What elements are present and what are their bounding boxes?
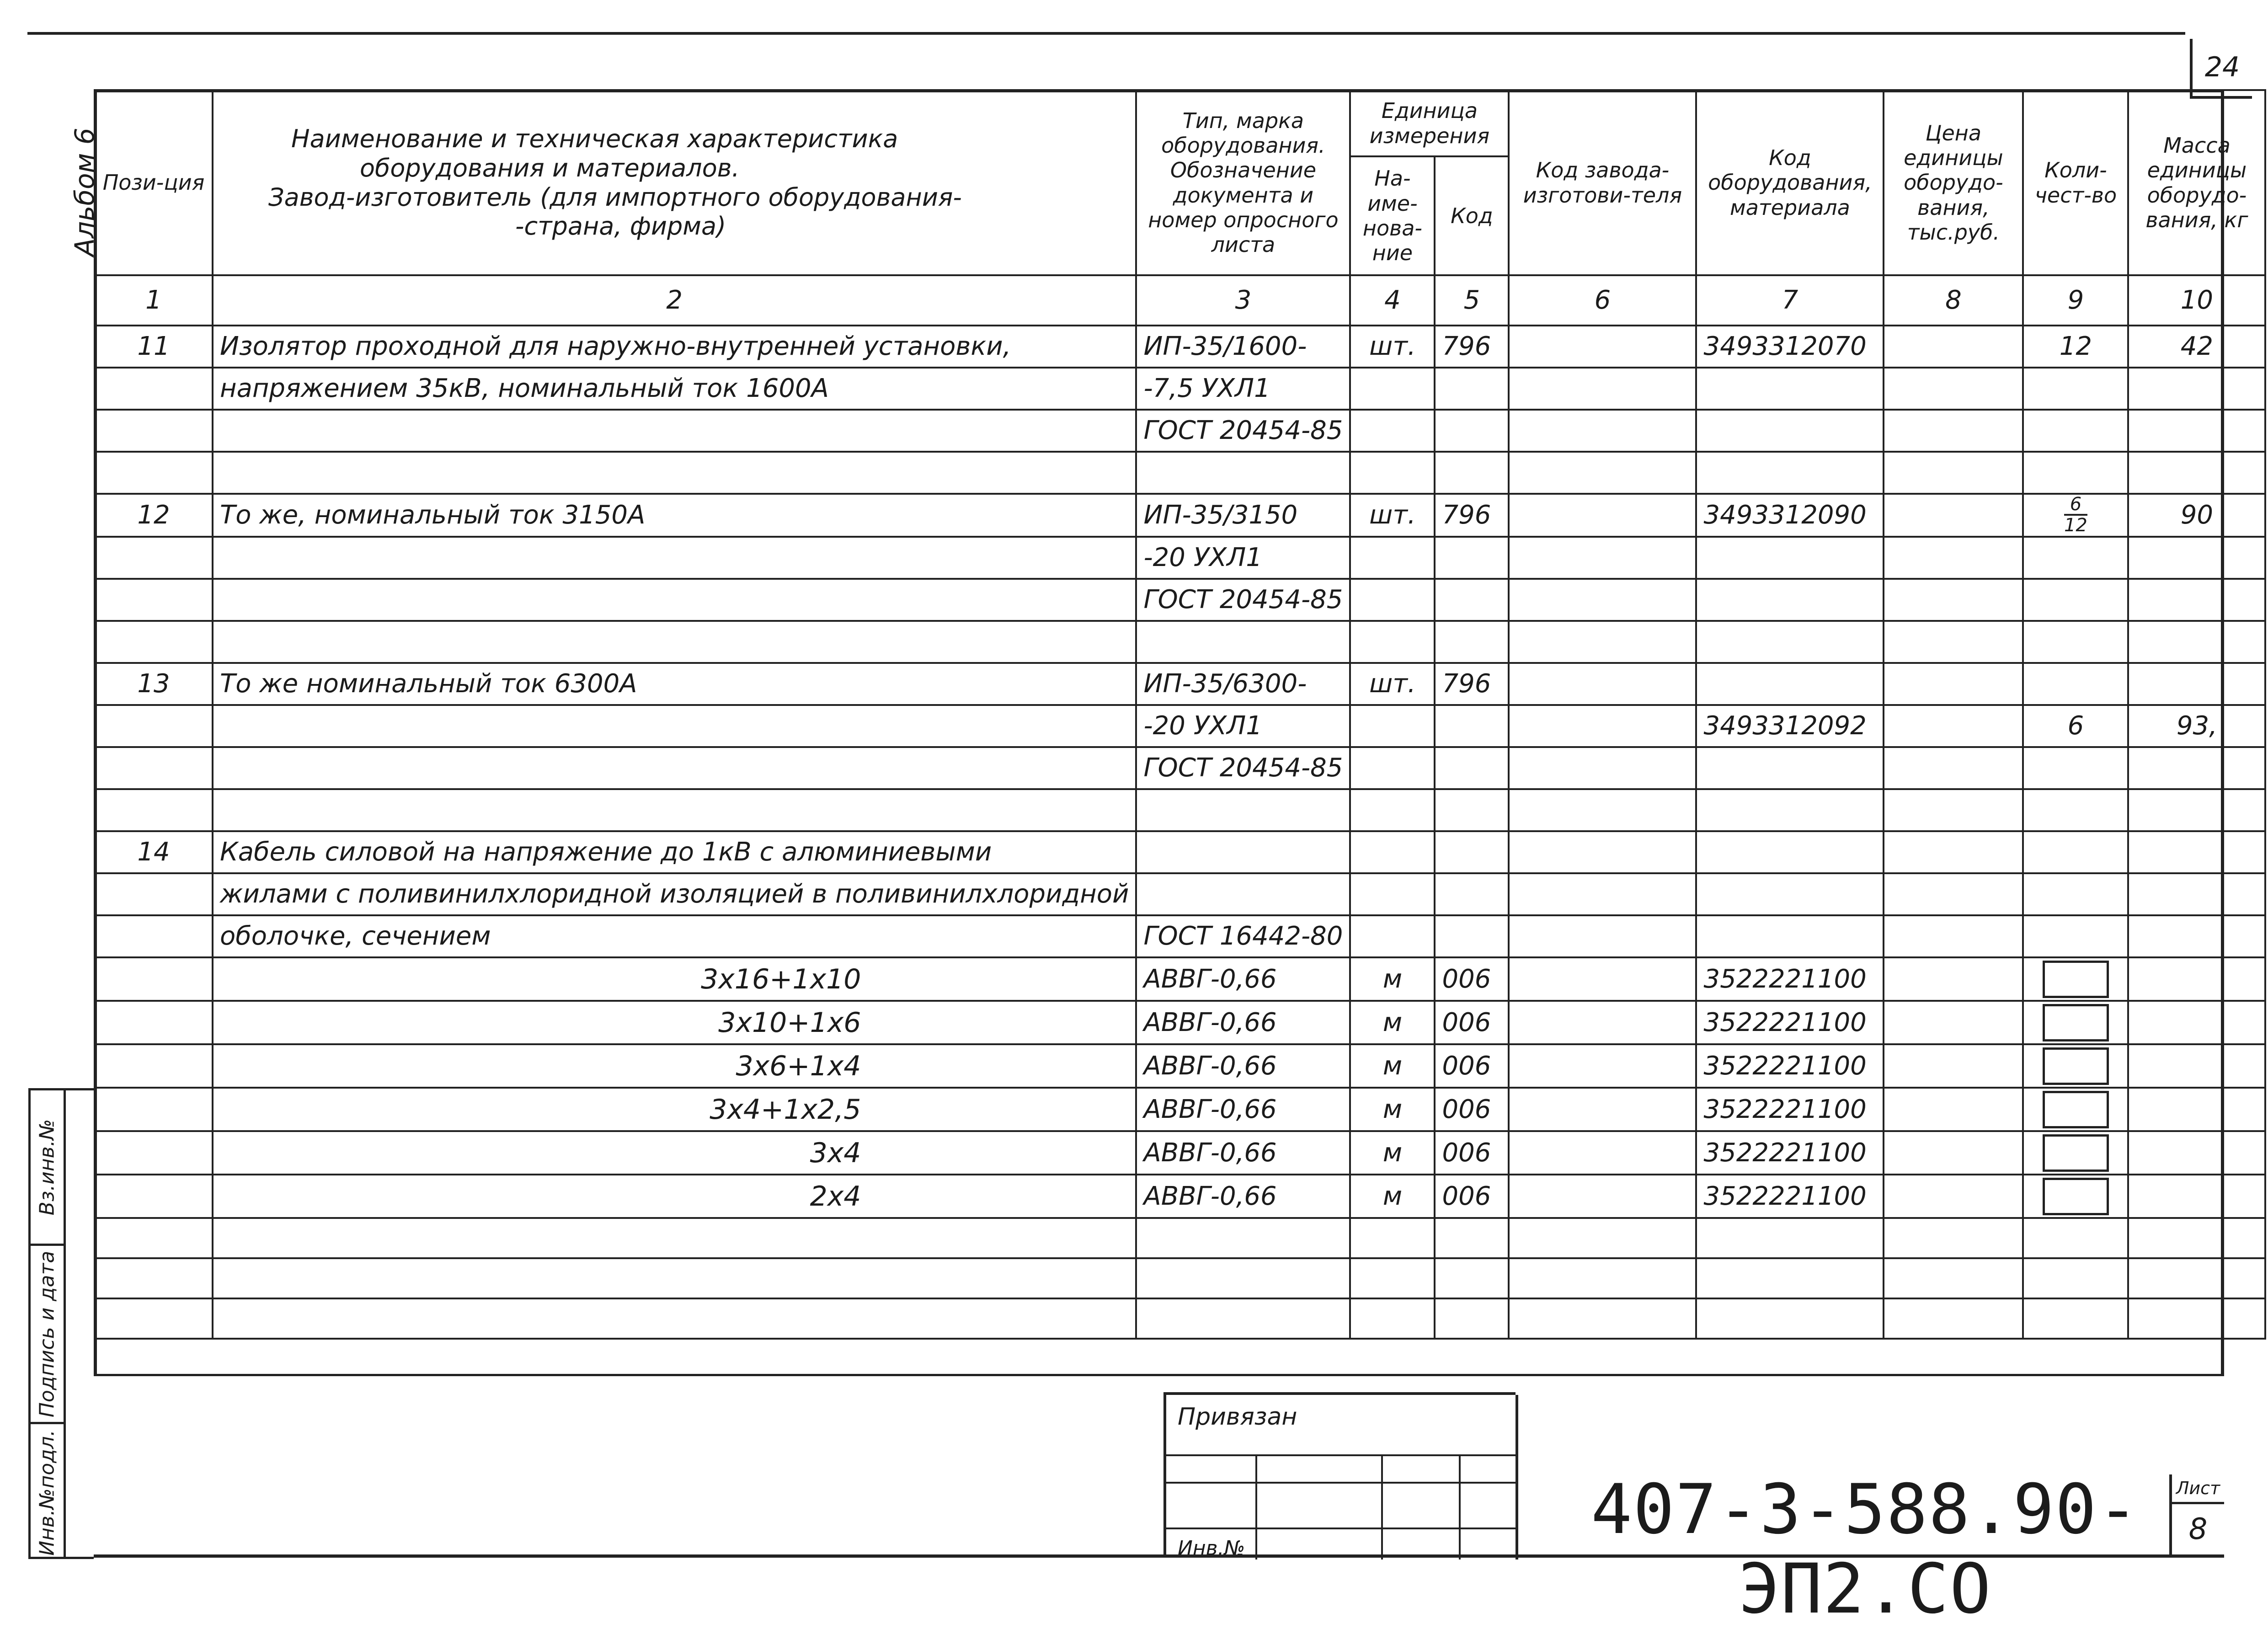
table-row xyxy=(95,789,2265,831)
cell-factory xyxy=(1509,621,1696,663)
cell-material xyxy=(1696,579,1884,621)
cell-pos xyxy=(95,705,213,747)
cell-qty xyxy=(2023,368,2128,410)
cell-qty xyxy=(2023,957,2128,1001)
side-stamp-cell-orig xyxy=(31,1424,64,1561)
cell-code: 006 xyxy=(1435,1044,1509,1088)
cell-price xyxy=(1884,1131,2023,1175)
header-name-line3: Завод-изготовитель (для импортного оборудования- xyxy=(268,182,962,212)
cell-mass xyxy=(2128,368,2265,410)
cell-price xyxy=(1884,410,2023,452)
cell-unit: м xyxy=(1350,1131,1435,1175)
header-name-line4: -страна, фирма) xyxy=(515,212,726,241)
header-name-line1: Наименование и техническая характеристика xyxy=(291,124,898,154)
qty-denominator: 12 xyxy=(2064,515,2087,536)
table-row xyxy=(95,579,2265,621)
cell-pos: 12 xyxy=(95,494,213,537)
cell-type xyxy=(1136,831,1350,873)
cell-price xyxy=(1884,1175,2023,1218)
cell-material xyxy=(1696,368,1884,410)
side-stamp-divider xyxy=(64,1090,66,1557)
cell-mass: 42 xyxy=(2128,326,2265,368)
cell-factory xyxy=(1509,789,1696,831)
privyazan-hline xyxy=(1166,1454,1518,1456)
sheet-number: 8 xyxy=(2188,1512,2208,1546)
side-stamp-inv-dup: Вз.инв.№ xyxy=(35,1119,59,1215)
cell-mass xyxy=(2128,579,2265,621)
cell-code xyxy=(1435,789,1509,831)
side-stamp-cell-dup xyxy=(31,1090,64,1246)
table-row xyxy=(95,1175,2265,1218)
header-name-line2: оборудования и материалов. xyxy=(360,153,740,182)
header-position: Пози-ция xyxy=(95,90,213,275)
cell-price xyxy=(1884,326,2023,368)
cell-price xyxy=(1884,1088,2023,1131)
header-type: Тип, марка оборудования. Обозначение документа и номер опросного листа xyxy=(1136,90,1350,275)
cell-unit: шт. xyxy=(1350,663,1435,705)
cell-type: ГОСТ 20454-85 xyxy=(1136,579,1350,621)
qty-blank-box xyxy=(2043,1178,2109,1215)
cell-material xyxy=(1696,747,1884,789)
header-quantity: Коли-чест-во xyxy=(2023,90,2128,275)
table-row-empty xyxy=(95,1258,2265,1298)
table-row xyxy=(95,494,2265,537)
privyazan-vline xyxy=(1255,1454,1257,1560)
cell-qty xyxy=(2023,579,2128,621)
colnum-3: 3 xyxy=(1136,275,1350,326)
cell-factory xyxy=(1509,1131,1696,1175)
side-stamp xyxy=(28,1088,94,1559)
cell-qty xyxy=(2023,1001,2128,1044)
cell-material xyxy=(1696,831,1884,873)
album-label: Альбом 6 xyxy=(69,128,100,256)
cell-mass xyxy=(2128,537,2265,579)
cell-factory xyxy=(1509,1044,1696,1088)
table-row xyxy=(95,621,2265,663)
table-row xyxy=(95,1044,2265,1088)
cell-pos: 11 xyxy=(95,326,213,368)
table-row xyxy=(95,831,2265,873)
cell-material xyxy=(1696,452,1884,494)
cell-type xyxy=(1136,789,1350,831)
cell-factory xyxy=(1509,1088,1696,1131)
cell-price xyxy=(1884,789,2023,831)
cell-mass xyxy=(2128,873,2265,915)
cell-code: 796 xyxy=(1435,494,1509,537)
cell-factory xyxy=(1509,957,1696,1001)
table-row-empty xyxy=(95,1218,2265,1258)
cell-section: 3x10+1x6 xyxy=(213,1001,1136,1044)
privyazan-right-border xyxy=(1516,1395,1518,1560)
cell-name: Изолятор проходной для наружно-внутренней установки, xyxy=(213,326,1136,368)
cell-unit xyxy=(1350,915,1435,957)
cell-name xyxy=(213,789,1136,831)
cell-price xyxy=(1884,452,2023,494)
header-factory-code: Код завода-изготови-теля xyxy=(1509,90,1696,275)
cell-code: 796 xyxy=(1435,663,1509,705)
cell-code xyxy=(1435,873,1509,915)
cell-qty xyxy=(2023,537,2128,579)
header-mass: Масса единицы оборудо-вания, кг xyxy=(2128,90,2265,275)
cell-pos xyxy=(95,410,213,452)
cell-qty xyxy=(2023,915,2128,957)
cell-mass xyxy=(2128,957,2265,1001)
cell-type: АВВГ-0,66 xyxy=(1136,1131,1350,1175)
cell-pos xyxy=(95,1175,213,1218)
cell-mass xyxy=(2128,1044,2265,1088)
cell-price xyxy=(1884,494,2023,537)
cell-material: 3522221100 xyxy=(1696,1175,1884,1218)
cell-material xyxy=(1696,915,1884,957)
cell-material: 3522221100 xyxy=(1696,1001,1884,1044)
table-row xyxy=(95,326,2265,368)
table-row xyxy=(95,410,2265,452)
cell-qty xyxy=(2023,621,2128,663)
cell-material: 3522221100 xyxy=(1696,957,1884,1001)
table-row xyxy=(95,705,2265,747)
cell-pos xyxy=(95,957,213,1001)
table-row xyxy=(95,537,2265,579)
cell-name xyxy=(213,621,1136,663)
cell-price xyxy=(1884,621,2023,663)
colnum-4: 4 xyxy=(1350,275,1435,326)
cell-type: ИП-35/6300- xyxy=(1136,663,1350,705)
cell-type: АВВГ-0,66 xyxy=(1136,1044,1350,1088)
cell-section: 2x4 xyxy=(213,1175,1136,1218)
cell-price xyxy=(1884,1044,2023,1088)
cell-unit xyxy=(1350,621,1435,663)
cell-code xyxy=(1435,915,1509,957)
table-row xyxy=(95,452,2265,494)
cell-price xyxy=(1884,747,2023,789)
colnum-1: 1 xyxy=(95,275,213,326)
cell-material xyxy=(1696,621,1884,663)
table-row xyxy=(95,368,2265,410)
cell-name xyxy=(213,537,1136,579)
cell-factory xyxy=(1509,1001,1696,1044)
cell-unit xyxy=(1350,789,1435,831)
cell-type: АВВГ-0,66 xyxy=(1136,1001,1350,1044)
cell-qty xyxy=(2023,663,2128,705)
cell-section: 3x4+1x2,5 xyxy=(213,1088,1136,1131)
cell-name xyxy=(213,747,1136,789)
cell-mass xyxy=(2128,452,2265,494)
cell-code xyxy=(1435,705,1509,747)
top-border-line xyxy=(27,32,2185,35)
cell-price xyxy=(1884,579,2023,621)
inventory-number-label: Инв.№ xyxy=(1178,1537,1245,1560)
table-row xyxy=(95,873,2265,915)
table-row xyxy=(95,957,2265,1001)
cell-pos xyxy=(95,579,213,621)
cell-pos xyxy=(95,789,213,831)
qty-blank-box xyxy=(2043,1004,2109,1041)
cell-mass xyxy=(2128,621,2265,663)
cell-qty xyxy=(2023,494,2128,537)
cell-factory xyxy=(1509,705,1696,747)
cell-type xyxy=(1136,452,1350,494)
cell-unit: м xyxy=(1350,1175,1435,1218)
cell-qty xyxy=(2023,747,2128,789)
cell-qty xyxy=(2023,873,2128,915)
cell-name xyxy=(213,452,1136,494)
cell-name: То же номинальный ток 6300А xyxy=(213,663,1136,705)
cell-unit: шт. xyxy=(1350,494,1435,537)
table-row xyxy=(95,1088,2265,1131)
cell-unit xyxy=(1350,831,1435,873)
qty-numerator: 6 xyxy=(2064,495,2087,516)
cell-code: 006 xyxy=(1435,1175,1509,1218)
cell-code: 006 xyxy=(1435,1131,1509,1175)
cell-unit: м xyxy=(1350,1044,1435,1088)
cell-mass xyxy=(2128,789,2265,831)
cell-material xyxy=(1696,537,1884,579)
cell-qty xyxy=(2023,1175,2128,1218)
cell-factory xyxy=(1509,494,1696,537)
colnum-10: 10 xyxy=(2128,275,2265,326)
cell-material xyxy=(1696,410,1884,452)
cell-type: АВВГ-0,66 xyxy=(1136,1175,1350,1218)
cell-price xyxy=(1884,915,2023,957)
cell-factory xyxy=(1509,410,1696,452)
cell-pos xyxy=(95,368,213,410)
cell-code xyxy=(1435,747,1509,789)
cell-price xyxy=(1884,368,2023,410)
cell-pos xyxy=(95,452,213,494)
cell-price xyxy=(1884,705,2023,747)
cell-mass xyxy=(2128,747,2265,789)
side-stamp-inv-orig: Инв.№подл. xyxy=(35,1430,59,1556)
cell-qty: 6 xyxy=(2023,705,2128,747)
bottom-border-line xyxy=(94,1554,2224,1558)
side-stamp-cell-sign xyxy=(31,1246,64,1424)
cell-code xyxy=(1435,537,1509,579)
cell-unit xyxy=(1350,747,1435,789)
header-row xyxy=(95,90,2265,156)
cell-mass xyxy=(2128,1001,2265,1044)
cell-type: -7,5 УХЛ1 xyxy=(1136,368,1350,410)
colnum-7: 7 xyxy=(1696,275,1884,326)
page-number: 24 xyxy=(2204,51,2240,83)
cell-unit xyxy=(1350,368,1435,410)
cell-name: То же, номинальный ток 3150А xyxy=(213,494,1136,537)
cell-pos: 14 xyxy=(95,831,213,873)
cell-mass: 93, xyxy=(2128,705,2265,747)
cell-unit xyxy=(1350,705,1435,747)
table-row xyxy=(95,1001,2265,1044)
header-price: Цена единицы оборудо-вания, тыс.руб. xyxy=(1884,90,2023,275)
cell-unit: м xyxy=(1350,1001,1435,1044)
cell-qty xyxy=(2023,1131,2128,1175)
cell-code xyxy=(1435,368,1509,410)
cell-material: 3522221100 xyxy=(1696,1044,1884,1088)
colnum-5: 5 xyxy=(1435,275,1509,326)
cell-qty xyxy=(2023,410,2128,452)
cell-material: 3522221100 xyxy=(1696,1131,1884,1175)
cell-code xyxy=(1435,579,1509,621)
colnum-9: 9 xyxy=(2023,275,2128,326)
cell-mass xyxy=(2128,1131,2265,1175)
cell-factory xyxy=(1509,873,1696,915)
table-row xyxy=(95,663,2265,705)
cell-pos xyxy=(95,1131,213,1175)
header-material-code: Код оборудования, материала xyxy=(1696,90,1884,275)
qty-blank-box xyxy=(2043,1091,2109,1128)
cell-type: ГОСТ 20454-85 xyxy=(1136,747,1350,789)
cell-material xyxy=(1696,789,1884,831)
side-stamp-sign-date: Подпись и дата xyxy=(35,1250,59,1417)
cell-factory xyxy=(1509,831,1696,873)
cell-factory xyxy=(1509,326,1696,368)
privyazan-hline xyxy=(1166,1528,1518,1529)
colnum-8: 8 xyxy=(1884,275,2023,326)
cell-code: 006 xyxy=(1435,1001,1509,1044)
cell-name: оболочке, сечением xyxy=(213,915,1136,957)
sheet-box xyxy=(2169,1474,2224,1554)
cell-pos xyxy=(95,1088,213,1131)
cell-unit: м xyxy=(1350,957,1435,1001)
qty-blank-box xyxy=(2043,1047,2109,1085)
cell-qty xyxy=(2023,1088,2128,1131)
cell-material: 3493312090 xyxy=(1696,494,1884,537)
cell-type xyxy=(1136,621,1350,663)
cell-code xyxy=(1435,621,1509,663)
cell-mass xyxy=(2128,663,2265,705)
cell-factory xyxy=(1509,663,1696,705)
cell-qty xyxy=(2023,1044,2128,1088)
cell-pos xyxy=(95,621,213,663)
cell-mass xyxy=(2128,831,2265,873)
header-unit-group: Единица измерения xyxy=(1350,90,1509,156)
cell-type: ГОСТ 16442-80 xyxy=(1136,915,1350,957)
cell-code: 006 xyxy=(1435,1088,1509,1131)
cell-pos xyxy=(95,873,213,915)
header-unit-code: Код xyxy=(1435,156,1509,275)
cell-name: жилами с поливинилхлоридной изоляцией в поливинилхлоридной xyxy=(213,873,1136,915)
cell-type: ИП-35/1600- xyxy=(1136,326,1350,368)
cell-unit: м xyxy=(1350,1088,1435,1131)
cell-pos xyxy=(95,915,213,957)
cell-factory xyxy=(1509,915,1696,957)
cell-pos xyxy=(95,1001,213,1044)
table-row xyxy=(95,915,2265,957)
cell-price xyxy=(1884,831,2023,873)
cell-price xyxy=(1884,873,2023,915)
cell-unit xyxy=(1350,579,1435,621)
cell-name xyxy=(213,579,1136,621)
cell-pos xyxy=(95,1044,213,1088)
cell-factory xyxy=(1509,579,1696,621)
cell-qty xyxy=(2023,831,2128,873)
cell-factory xyxy=(1509,1175,1696,1218)
header-unit-name: На-име-нова-ние xyxy=(1350,156,1435,275)
privyazan-vline xyxy=(1381,1454,1383,1560)
qty-fraction xyxy=(2064,495,2087,535)
cell-type: ГОСТ 20454-85 xyxy=(1136,410,1350,452)
qty-blank-box xyxy=(2043,1134,2109,1172)
cell-price xyxy=(1884,537,2023,579)
cell-factory xyxy=(1509,368,1696,410)
colnum-6: 6 xyxy=(1509,275,1696,326)
cell-material: 3493312092 xyxy=(1696,705,1884,747)
cell-type xyxy=(1136,873,1350,915)
header-name xyxy=(213,90,1136,275)
cell-name xyxy=(213,705,1136,747)
privyazan-label: Привязан xyxy=(1178,1403,1297,1431)
qty-blank-box xyxy=(2043,961,2109,998)
cell-code xyxy=(1435,452,1509,494)
cell-unit xyxy=(1350,410,1435,452)
cell-name: напряжением 35кВ, номинальный ток 1600А xyxy=(213,368,1136,410)
specification-table xyxy=(94,89,2266,1340)
cell-factory xyxy=(1509,537,1696,579)
cell-unit xyxy=(1350,537,1435,579)
privyazan-box xyxy=(1163,1392,1516,1560)
cell-code: 796 xyxy=(1435,326,1509,368)
sheet-label: Лист xyxy=(2172,1474,2224,1504)
cell-code: 006 xyxy=(1435,957,1509,1001)
cell-factory xyxy=(1509,452,1696,494)
table-row-empty xyxy=(95,1298,2265,1339)
cell-type: АВВГ-0,66 xyxy=(1136,957,1350,1001)
cell-name: Кабель силовой на напряжение до 1кВ с алюминиевыми xyxy=(213,831,1136,873)
stamp-divider-line xyxy=(94,1374,2224,1376)
cell-price xyxy=(1884,663,2023,705)
column-numbers-row xyxy=(95,275,2265,326)
cell-section: 3x6+1x4 xyxy=(213,1044,1136,1088)
cell-unit xyxy=(1350,873,1435,915)
cell-type: -20 УХЛ1 xyxy=(1136,705,1350,747)
cell-material: 3493312070 xyxy=(1696,326,1884,368)
cell-code xyxy=(1435,831,1509,873)
cell-mass xyxy=(2128,1175,2265,1218)
cell-material: 3522221100 xyxy=(1696,1088,1884,1131)
colnum-2: 2 xyxy=(213,275,1136,326)
cell-factory xyxy=(1509,747,1696,789)
cell-mass xyxy=(2128,915,2265,957)
cell-type: ИП-35/3150 xyxy=(1136,494,1350,537)
cell-pos xyxy=(95,747,213,789)
cell-material xyxy=(1696,873,1884,915)
cell-name xyxy=(213,410,1136,452)
cell-pos: 13 xyxy=(95,663,213,705)
cell-code xyxy=(1435,410,1509,452)
cell-price xyxy=(1884,1001,2023,1044)
cell-mass xyxy=(2128,410,2265,452)
cell-qty: 12 xyxy=(2023,326,2128,368)
table-row xyxy=(95,1131,2265,1175)
cell-price xyxy=(1884,957,2023,1001)
cell-material xyxy=(1696,663,1884,705)
cell-mass xyxy=(2128,1088,2265,1131)
cell-type: АВВГ-0,66 xyxy=(1136,1088,1350,1131)
cell-pos xyxy=(95,537,213,579)
document-number: 407-3-588.90-ЭП2.СО xyxy=(1591,1470,2140,1629)
cell-section: 3x4 xyxy=(213,1131,1136,1175)
table-row xyxy=(95,747,2265,789)
cell-section: 3x16+1x10 xyxy=(213,957,1136,1001)
cell-qty xyxy=(2023,452,2128,494)
privyazan-hline xyxy=(1166,1482,1518,1484)
cell-unit: шт. xyxy=(1350,326,1435,368)
cell-mass: 90 xyxy=(2128,494,2265,537)
cell-qty xyxy=(2023,789,2128,831)
privyazan-vline xyxy=(1459,1454,1461,1560)
cell-type: -20 УХЛ1 xyxy=(1136,537,1350,579)
cell-unit xyxy=(1350,452,1435,494)
